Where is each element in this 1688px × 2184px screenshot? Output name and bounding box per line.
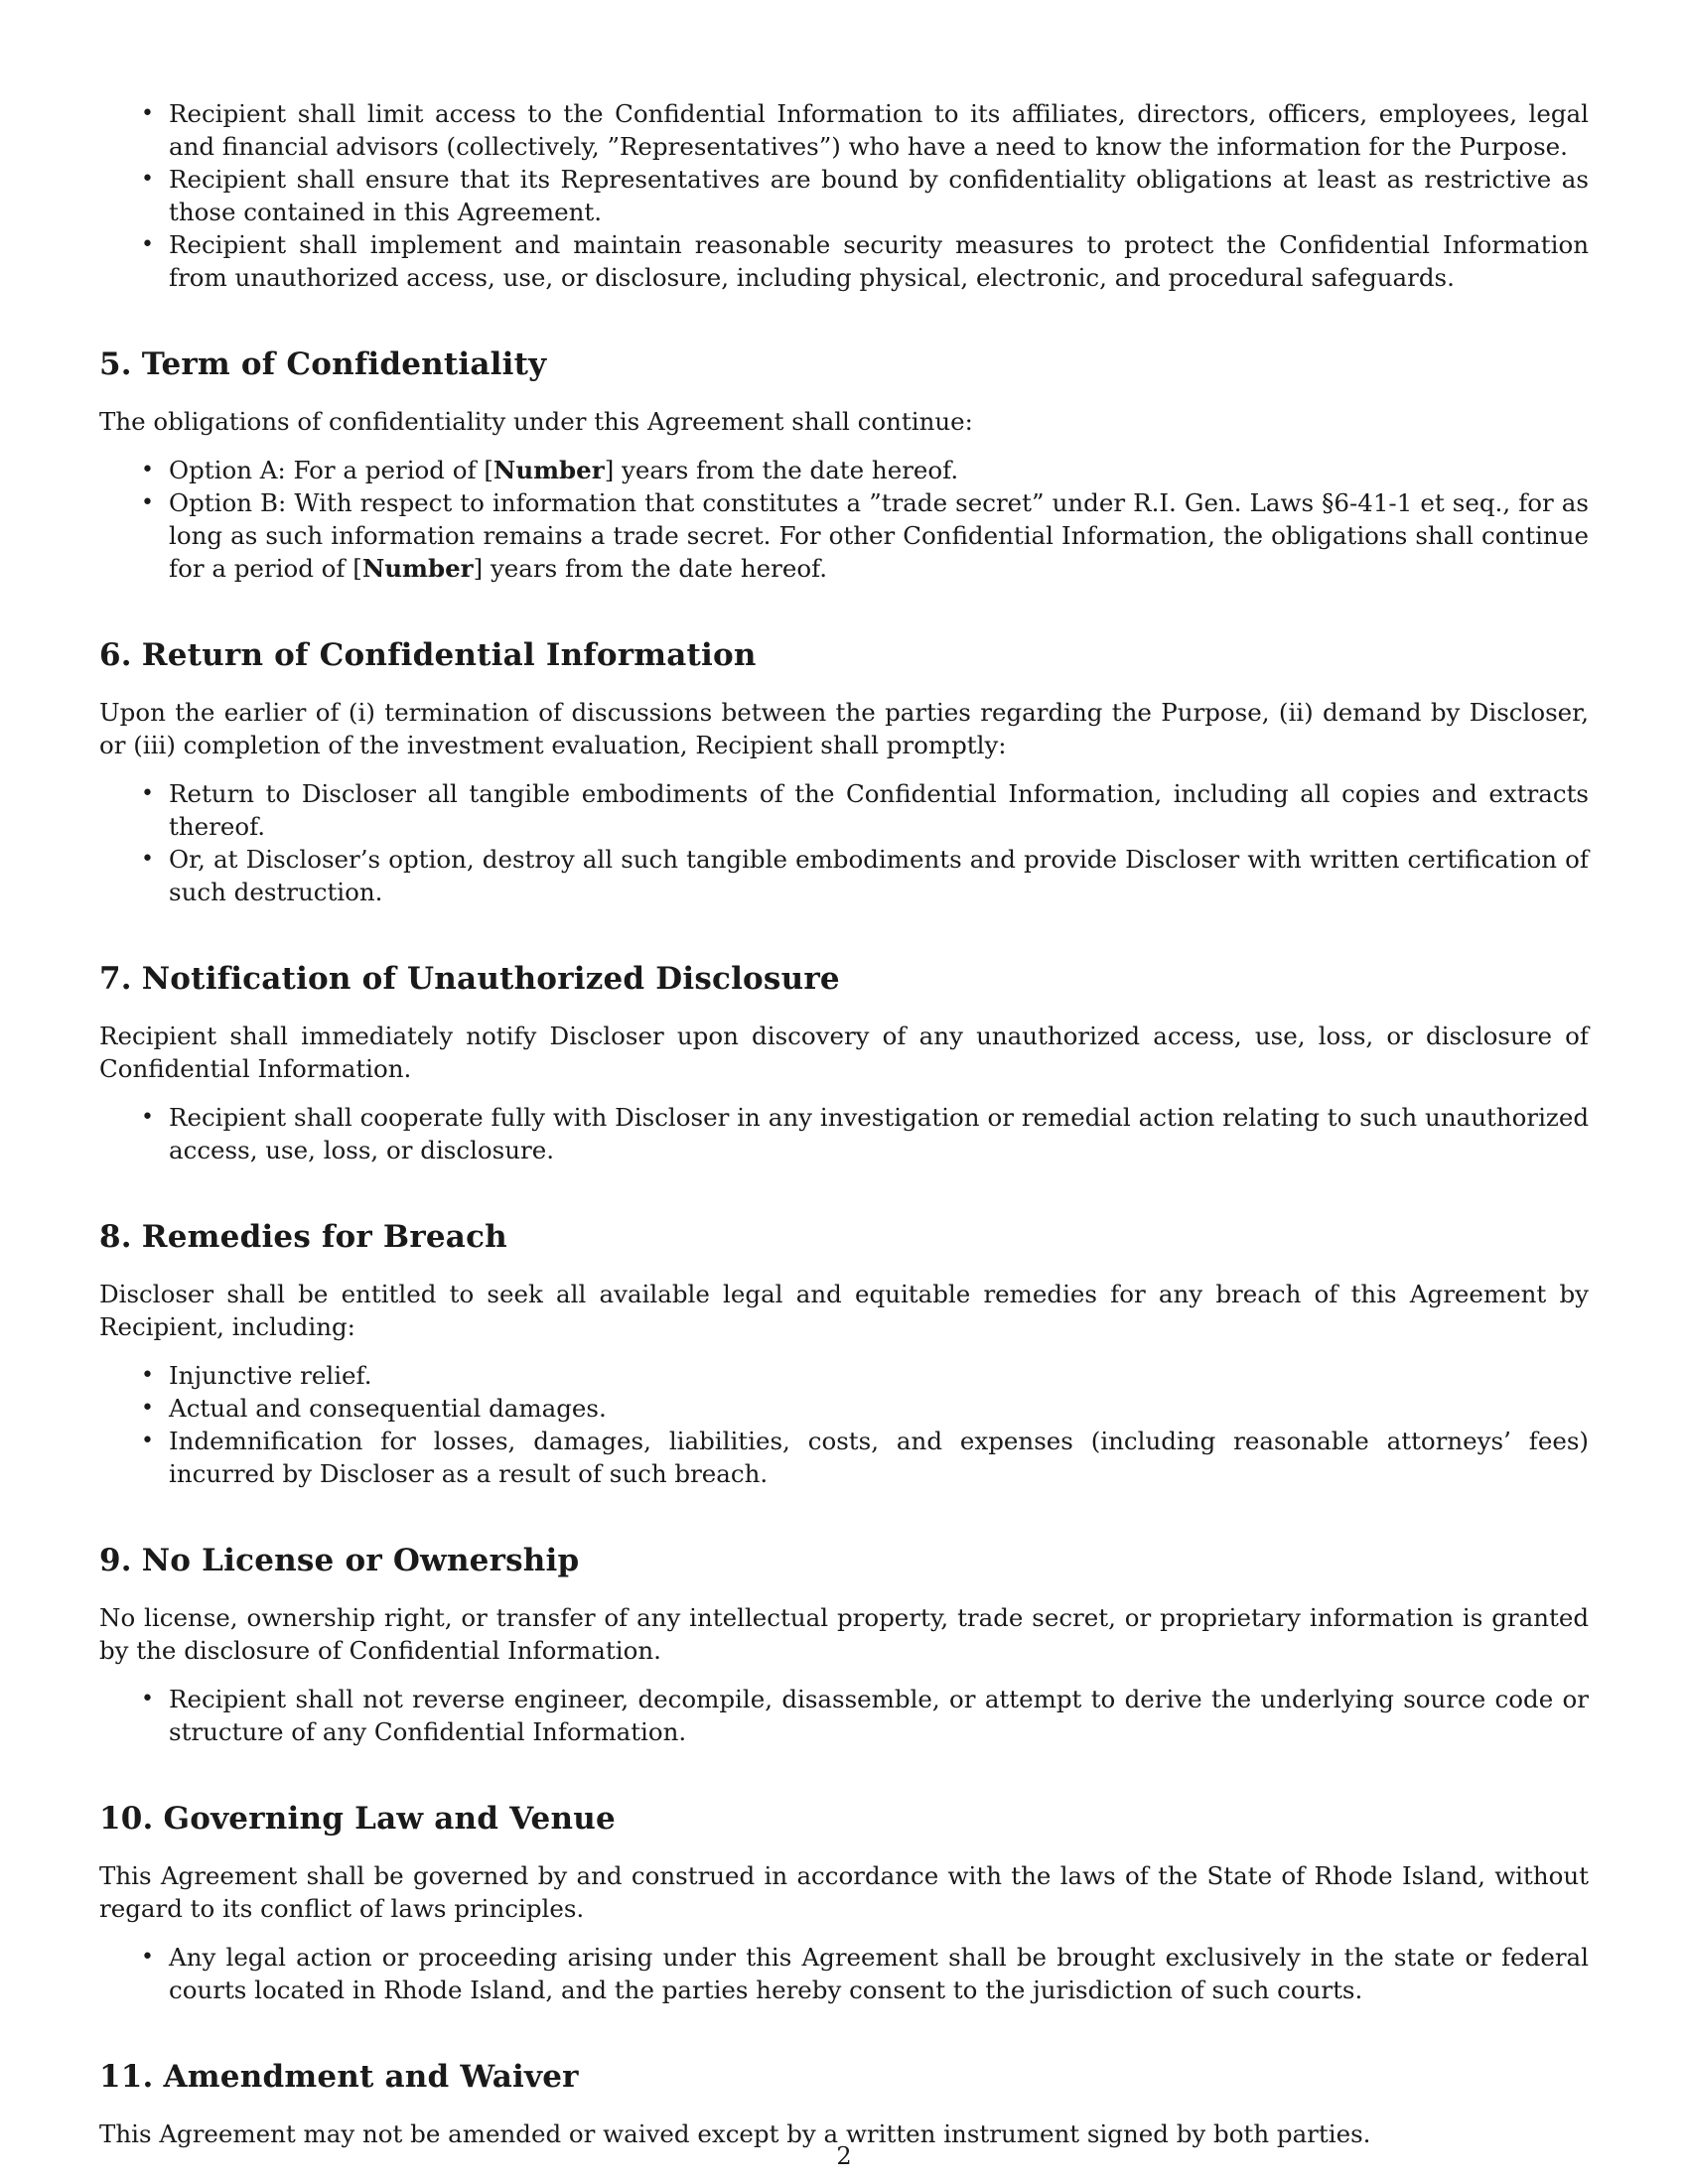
section-heading-9 <box>99 1542 1589 1579</box>
section-7-list <box>99 1101 1589 1166</box>
section-title: Return of Confidential Information <box>141 637 757 673</box>
section-5-intro: The obligations of confidentiality under this Agreement shall continue: <box>99 407 973 436</box>
section-title: No License or Ownership <box>141 1543 580 1578</box>
list-item: • Recipient shall implement and maintain reasonable security measures to protect the Confidential Information from unauthorized access, use, or disclosure, including physical, electronic, and procedural safeguards. <box>169 228 1589 294</box>
section-number: 6. <box>99 637 132 673</box>
section-heading-6 <box>99 636 1589 674</box>
document-page <box>99 97 1589 2150</box>
representatives-list <box>99 97 1589 294</box>
section-heading-11 <box>99 2058 1589 2096</box>
section-heading-7 <box>99 960 1589 998</box>
section-6-list <box>99 777 1589 908</box>
option-b: • Option B: With respect to information that constitutes a ”trade secret” under R.I. Gen. Laws §6-41-1 et seq., for as long as such information remains a trade secret. For other Confidential Information, the obligations shall continue for a period of [Number] years from the date hereof. <box>169 486 1589 585</box>
section-10-intro: This Agreement shall be governed by and construed in accordance with the laws of the State of Rhode Island, without regard to its conflict of laws principles. <box>99 1861 1589 1923</box>
section-8-list <box>99 1359 1589 1490</box>
list-item: • Indemnification for losses, damages, liabilities, costs, and expenses (including reasonable attorneys’ fees) incurred by Discloser as a result of such breach. <box>169 1425 1589 1490</box>
list-item: • Recipient shall limit access to the Confidential Information to its affiliates, directors, officers, employees, legal and financial advisors (collectively, ”Representatives”) who have a need to know the information for the Purpose. <box>169 97 1589 163</box>
section-8-intro: Discloser shall be entitled to seek all available legal and equitable remedies for any breach of this Agreement by Recipient, including: <box>99 1280 1589 1341</box>
list-item: • Return to Discloser all tangible embodiments of the Confidential Information, including all copies and extracts thereof. <box>169 777 1589 843</box>
list-item: • Or, at Discloser’s option, destroy all such tangible embodiments and provide Discloser with written certification of such destruction. <box>169 843 1589 908</box>
section-number: 9. <box>99 1543 132 1578</box>
section-title: Remedies for Breach <box>141 1219 507 1255</box>
section-9-intro: No license, ownership right, or transfer of any intellectual property, trade secret, or proprietary information is granted by the disclosure of Confidential Information. <box>99 1603 1589 1665</box>
section-number: 5. <box>99 346 132 382</box>
section-9-list <box>99 1683 1589 1748</box>
section-heading-10 <box>99 1800 1589 1838</box>
number-placeholder: Number <box>361 554 474 583</box>
section-11-intro: This Agreement may not be amended or waived except by a written instrument signed by both parties. <box>99 2119 1371 2148</box>
section-heading-8 <box>99 1218 1589 1256</box>
list-item: • Recipient shall not reverse engineer, decompile, disassemble, or attempt to derive the underlying source code or structure of any Confidential Information. <box>169 1683 1589 1748</box>
list-item: • Recipient shall cooperate fully with Discloser in any investigation or remedial action relating to such unauthorized access, use, loss, or disclosure. <box>169 1101 1589 1166</box>
list-item: • Injunctive relief. <box>169 1359 1589 1392</box>
section-heading-5 <box>99 345 1589 383</box>
section-number: 11. <box>99 2059 154 2095</box>
list-item: • Any legal action or proceeding arising under this Agreement shall be brought exclusively in the state or federal courts located in Rhode Island, and the parties hereby consent to the jurisdiction of such courts. <box>169 1941 1589 2006</box>
section-number: 10. <box>99 1801 154 1837</box>
option-a: • Option A: For a period of [Number] years from the date hereof. <box>169 454 1589 486</box>
section-10-list <box>99 1941 1589 2006</box>
section-title: Notification of Unauthorized Disclosure <box>141 961 840 997</box>
section-6-intro: Upon the earlier of (i) termination of discussions between the parties regarding the Purpose, (ii) demand by Discloser, or (iii) completion of the investment evaluation, Recipient shall promptly: <box>99 698 1589 759</box>
section-5-options <box>99 454 1589 585</box>
list-item: • Actual and consequential damages. <box>169 1392 1589 1425</box>
section-number: 8. <box>99 1219 132 1255</box>
section-number: 7. <box>99 961 132 997</box>
section-title: Governing Law and Venue <box>163 1801 616 1837</box>
section-title: Amendment and Waiver <box>163 2059 579 2095</box>
section-7-intro: Recipient shall immediately notify Discloser upon discovery of any unauthorized access, use, loss, or disclosure of Confidential Information. <box>99 1022 1589 1083</box>
list-item: • Recipient shall ensure that its Representatives are bound by confidentiality obligations at least as restrictive as those contained in this Agreement. <box>169 163 1589 228</box>
number-placeholder: Number <box>492 456 605 484</box>
section-title: Term of Confidentiality <box>141 346 547 382</box>
page-number: 2 <box>836 2142 852 2170</box>
